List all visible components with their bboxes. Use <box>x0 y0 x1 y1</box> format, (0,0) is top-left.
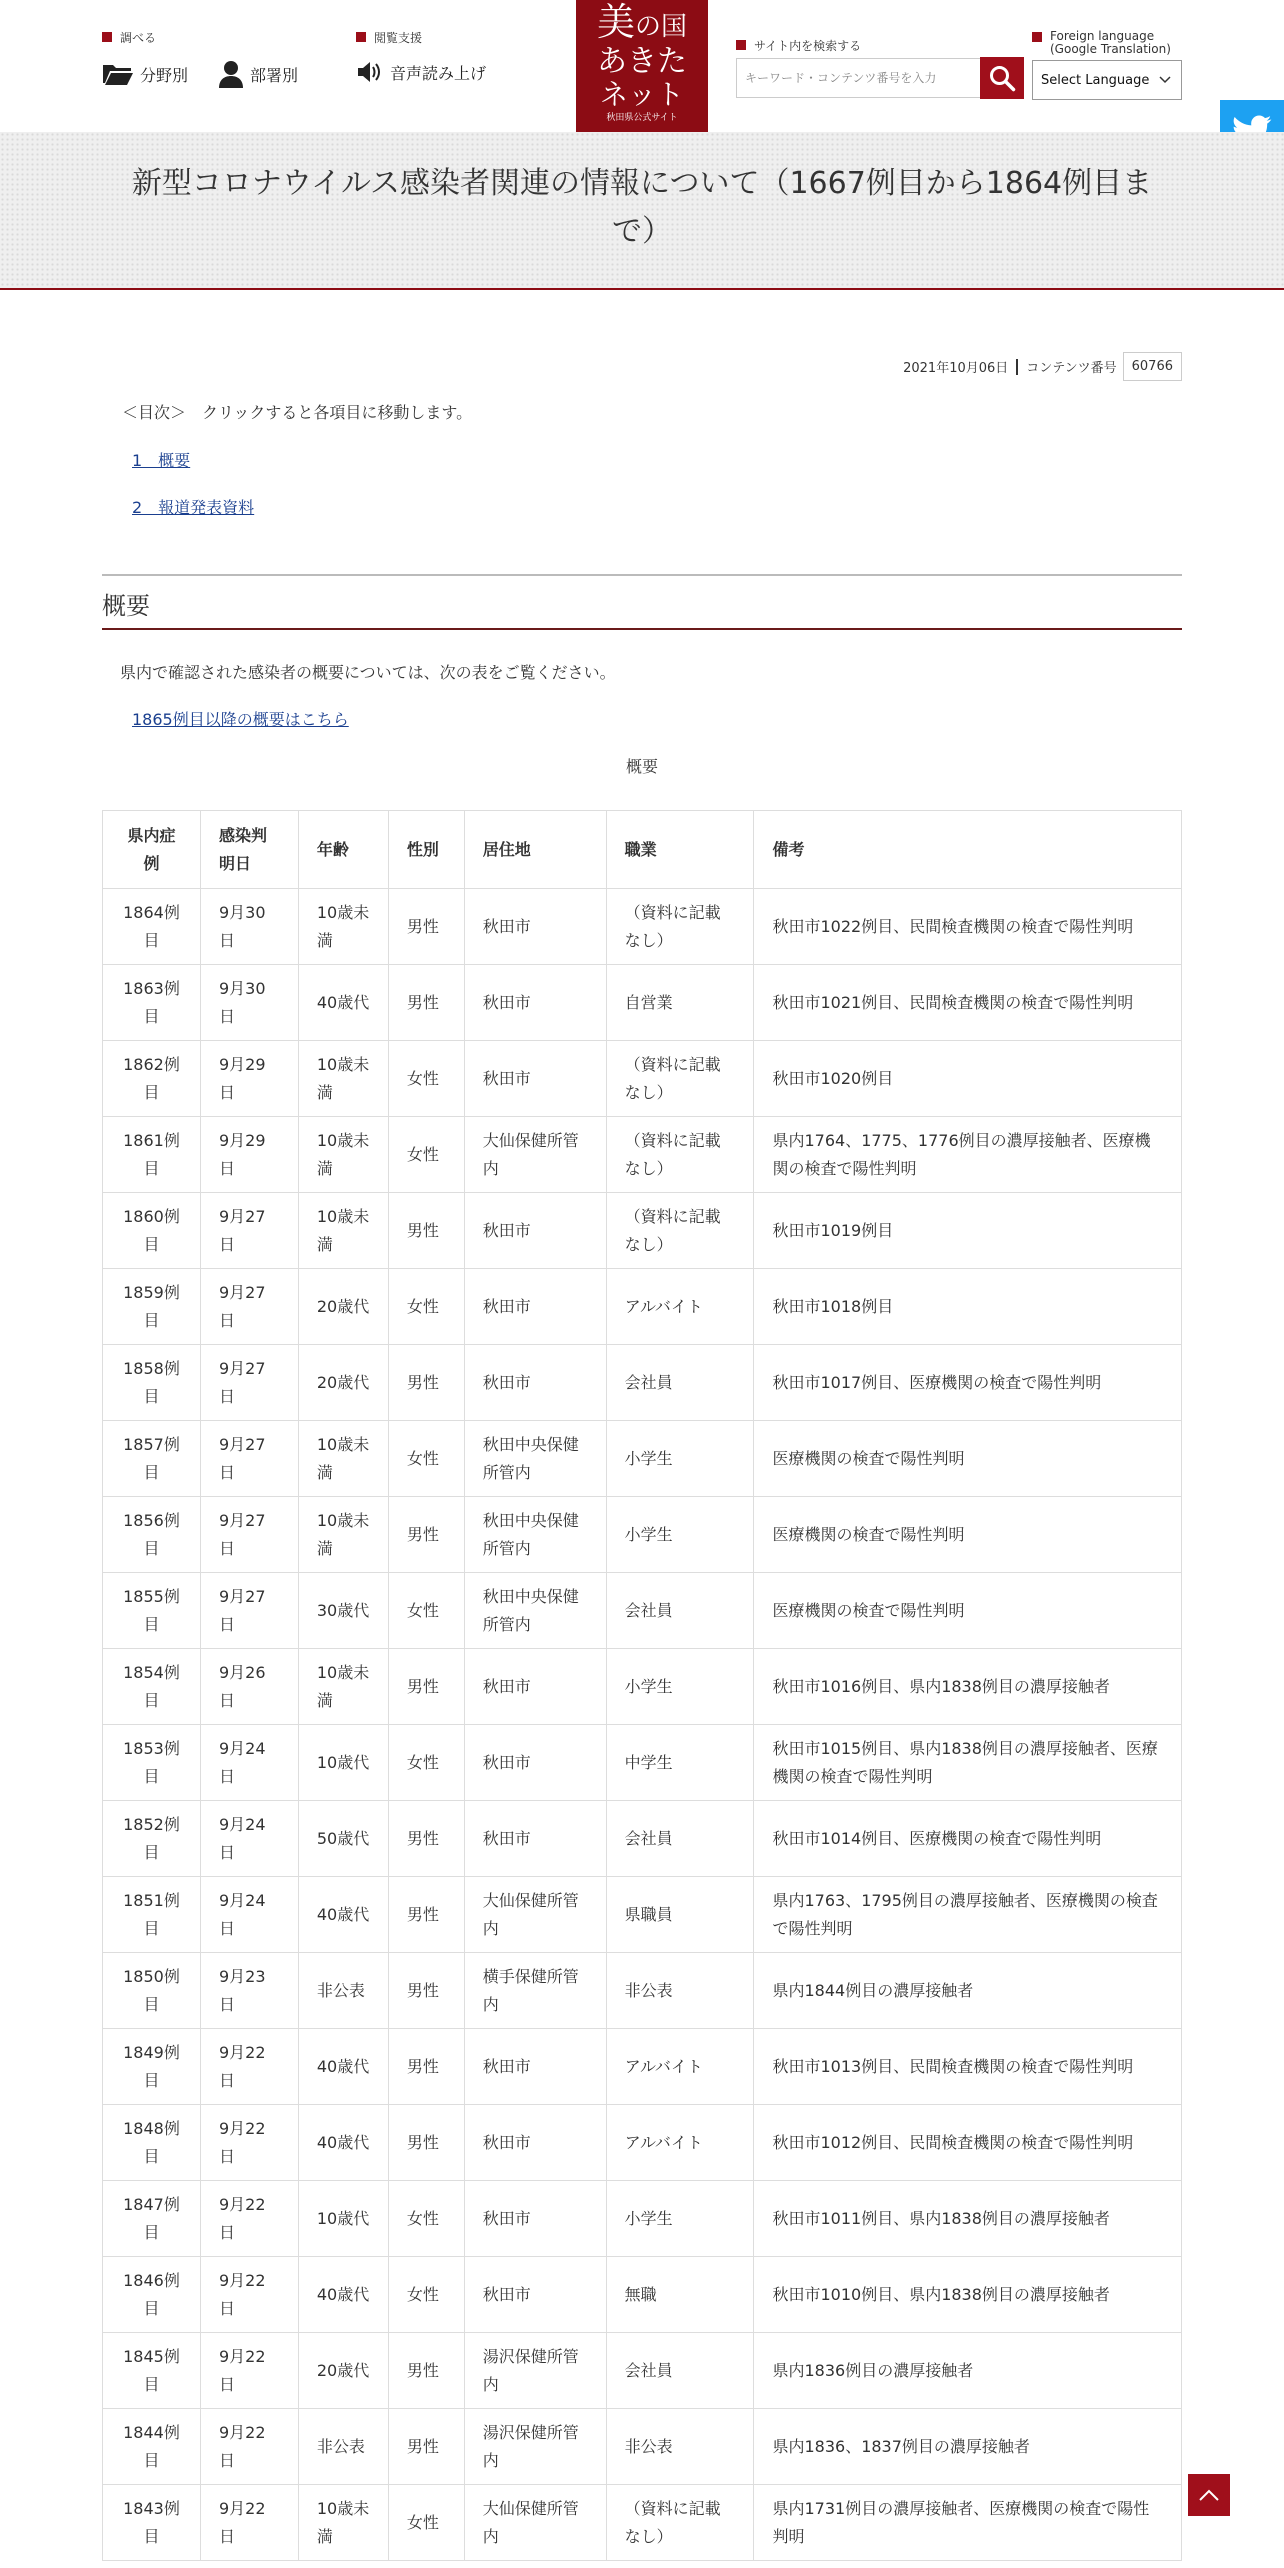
cell-date: 9月24日 <box>200 1801 298 1877</box>
cell-notes: 県内1836、1837例目の濃厚接触者 <box>754 2409 1182 2485</box>
cell-notes: 秋田市1012例目、民間検査機関の検査で陽性判明 <box>754 2105 1182 2181</box>
cell-age: 非公表 <box>298 2409 388 2485</box>
back-to-top-button[interactable] <box>1188 2474 1230 2516</box>
table-row <box>103 2181 1182 2257</box>
table-row <box>103 1193 1182 1269</box>
cell-date: 9月22日 <box>200 2485 298 2561</box>
cell-case: 1856例目 <box>103 1497 201 1573</box>
cell-occupation: 自営業 <box>606 965 754 1041</box>
cell-notes: 秋田市1014例目、医療機関の検査で陽性判明 <box>754 1801 1182 1877</box>
language-select[interactable] <box>1032 60 1182 100</box>
read-aloud-label: 音声読み上げ <box>390 63 487 83</box>
title-band <box>0 132 1284 290</box>
logo-text-net: ネット <box>599 78 684 111</box>
language-select-value: Select Language <box>1041 72 1150 88</box>
cell-sex: 男性 <box>388 1345 464 1421</box>
cell-case: 1857例目 <box>103 1421 201 1497</box>
cell-occupation: （資料に記載なし） <box>606 889 754 965</box>
logo-text-bi: 美 <box>596 0 635 44</box>
col-header-residence: 居住地 <box>464 811 606 889</box>
table-row <box>103 1345 1182 1421</box>
cell-notes: 医療機関の検査で陽性判明 <box>754 1497 1182 1573</box>
cell-residence: 秋田市 <box>464 2105 606 2181</box>
col-header-sex: 性別 <box>388 811 464 889</box>
cell-residence: 秋田市 <box>464 1649 606 1725</box>
col-header-case: 県内症例 <box>103 811 201 889</box>
table-row <box>103 2333 1182 2409</box>
table-row <box>103 1649 1182 1725</box>
cell-occupation: アルバイト <box>606 1269 754 1345</box>
lookup-group <box>102 28 328 88</box>
cell-case: 1858例目 <box>103 1345 201 1421</box>
cell-sex: 男性 <box>388 1801 464 1877</box>
cell-case: 1844例目 <box>103 2409 201 2485</box>
cell-notes: 秋田市1016例目、県内1838例目の濃厚接触者 <box>754 1649 1182 1725</box>
cell-case: 1851例目 <box>103 1877 201 1953</box>
cell-age: 10歳未満 <box>298 1193 388 1269</box>
cell-residence: 秋田市 <box>464 2181 606 2257</box>
cell-residence: 横手保健所管内 <box>464 1953 606 2029</box>
cell-date: 9月22日 <box>200 2105 298 2181</box>
by-department-label: 部署別 <box>250 65 299 85</box>
speaker-icon <box>356 60 384 84</box>
browsing-support-group <box>356 28 516 84</box>
cell-residence: 大仙保健所管内 <box>464 2485 606 2561</box>
cell-case: 1847例目 <box>103 2181 201 2257</box>
cell-residence: 秋田市 <box>464 889 606 965</box>
cell-case: 1849例目 <box>103 2029 201 2105</box>
cell-date: 9月27日 <box>200 1573 298 1649</box>
toc-link-overview[interactable]: 1 概要 <box>132 451 191 470</box>
table-row <box>103 1041 1182 1117</box>
section-heading: 概要 <box>102 592 150 620</box>
toc-intro: ＜目次＞ クリックすると各項目に移動します。 <box>122 403 473 422</box>
by-field-label: 分野別 <box>140 65 189 85</box>
cell-sex: 女性 <box>388 2181 464 2257</box>
cell-sex: 女性 <box>388 2257 464 2333</box>
folder-icon <box>102 62 134 86</box>
cell-occupation: 無職 <box>606 2257 754 2333</box>
cell-age: 10歳未満 <box>298 1497 388 1573</box>
cell-notes: 県内1836例目の濃厚接触者 <box>754 2333 1182 2409</box>
cell-case: 1846例目 <box>103 2257 201 2333</box>
cell-age: 20歳代 <box>298 1269 388 1345</box>
cell-date: 9月27日 <box>200 1345 298 1421</box>
search-button[interactable] <box>980 57 1024 99</box>
table-row <box>103 1497 1182 1573</box>
table-row <box>103 1421 1182 1497</box>
cell-case: 1843例目 <box>103 2485 201 2561</box>
cell-age: 10歳未満 <box>298 1041 388 1117</box>
site-header <box>0 0 1284 132</box>
cell-age: 10歳代 <box>298 1725 388 1801</box>
cell-residence: 秋田市 <box>464 2029 606 2105</box>
cell-residence: 秋田市 <box>464 1041 606 1117</box>
cell-case: 1853例目 <box>103 1725 201 1801</box>
later-cases-link[interactable]: 1865例目以降の概要はこちら <box>132 710 349 729</box>
cell-age: 30歳代 <box>298 1573 388 1649</box>
person-icon <box>218 60 244 88</box>
cell-occupation: （資料に記載なし） <box>606 2485 754 2561</box>
table-row <box>103 1801 1182 1877</box>
cell-age: 20歳代 <box>298 1345 388 1421</box>
table-row <box>103 1269 1182 1345</box>
cell-age: 非公表 <box>298 1953 388 2029</box>
cell-residence: 秋田市 <box>464 2257 606 2333</box>
lang-label-1: Foreign language <box>1050 29 1155 43</box>
cell-age: 10歳未満 <box>298 1649 388 1725</box>
cell-notes: 秋田市1018例目 <box>754 1269 1182 1345</box>
cell-residence: 秋田市 <box>464 1345 606 1421</box>
cell-case: 1863例目 <box>103 965 201 1041</box>
cell-notes: 県内1764、1775、1776例目の濃厚接触者、医療機関の検査で陽性判明 <box>754 1117 1182 1193</box>
toc-link-press-release[interactable]: 2 報道発表資料 <box>132 498 255 517</box>
cell-date: 9月24日 <box>200 1877 298 1953</box>
cell-occupation: 県職員 <box>606 1877 754 1953</box>
table-row <box>103 1877 1182 1953</box>
cell-occupation: （資料に記載なし） <box>606 1041 754 1117</box>
cell-sex: 女性 <box>388 1269 464 1345</box>
cell-case: 1861例目 <box>103 1117 201 1193</box>
browsing-support-label: 閲覧支援 <box>374 30 423 45</box>
cell-date: 9月27日 <box>200 1193 298 1269</box>
cell-notes: 県内1763、1795例目の濃厚接触者、医療機関の検査で陽性判明 <box>754 1877 1182 1953</box>
cell-occupation: アルバイト <box>606 2105 754 2181</box>
lang-label-2: (Google Translation) <box>1050 42 1171 56</box>
cell-case: 1859例目 <box>103 1269 201 1345</box>
cell-occupation: 会社員 <box>606 2333 754 2409</box>
col-header-notes: 備考 <box>754 811 1182 889</box>
cell-residence: 大仙保健所管内 <box>464 1877 606 1953</box>
by-department-button[interactable] <box>218 60 298 88</box>
cell-notes: 医療機関の検査で陽性判明 <box>754 1421 1182 1497</box>
table-row <box>103 1117 1182 1193</box>
cell-sex: 男性 <box>388 2105 464 2181</box>
cell-notes: 秋田市1021例目、民間検査機関の検査で陽性判明 <box>754 965 1182 1041</box>
cell-notes: 秋田市1015例目、県内1838例目の濃厚接触者、医療機関の検査で陽性判明 <box>754 1725 1182 1801</box>
search-icon <box>988 64 1016 92</box>
cell-date: 9月22日 <box>200 2333 298 2409</box>
cell-occupation: 小学生 <box>606 2181 754 2257</box>
section-lead: 県内で確認された感染者の概要については、次の表をご覧ください。 <box>120 663 616 682</box>
cell-case: 1854例目 <box>103 1649 201 1725</box>
cell-residence: 秋田中央保健所管内 <box>464 1573 606 1649</box>
cell-notes: 秋田市1013例目、民間検査機関の検査で陽性判明 <box>754 2029 1182 2105</box>
cell-residence: 秋田市 <box>464 965 606 1041</box>
cell-date: 9月27日 <box>200 1269 298 1345</box>
read-aloud-button[interactable] <box>356 60 486 84</box>
cell-sex: 男性 <box>388 1953 464 2029</box>
cell-notes: 県内1844例目の濃厚接触者 <box>754 1953 1182 2029</box>
cell-age: 40歳代 <box>298 2105 388 2181</box>
page-meta <box>903 352 1182 381</box>
cell-occupation: アルバイト <box>606 2029 754 2105</box>
cell-date: 9月30日 <box>200 889 298 965</box>
cell-sex: 男性 <box>388 1193 464 1269</box>
cell-sex: 男性 <box>388 2029 464 2105</box>
cell-case: 1860例目 <box>103 1193 201 1269</box>
cell-occupation: 小学生 <box>606 1497 754 1573</box>
cell-occupation: 会社員 <box>606 1345 754 1421</box>
cell-residence: 秋田市 <box>464 1269 606 1345</box>
cell-date: 9月27日 <box>200 1497 298 1573</box>
cell-age: 10歳未満 <box>298 2485 388 2561</box>
cell-residence: 秋田市 <box>464 1193 606 1269</box>
cell-age: 10歳代 <box>298 2181 388 2257</box>
cell-age: 40歳代 <box>298 1877 388 1953</box>
cell-date: 9月30日 <box>200 965 298 1041</box>
cell-date: 9月29日 <box>200 1041 298 1117</box>
cell-date: 9月22日 <box>200 2181 298 2257</box>
cell-occupation: 非公表 <box>606 1953 754 2029</box>
table-row <box>103 2029 1182 2105</box>
content-number: 60766 <box>1123 352 1182 381</box>
table-row <box>103 2485 1182 2561</box>
site-logo[interactable] <box>576 0 708 132</box>
table-row <box>103 1725 1182 1801</box>
cell-sex: 女性 <box>388 1041 464 1117</box>
cell-occupation: （資料に記載なし） <box>606 1193 754 1269</box>
cell-notes: 県内1731例目の濃厚接触者、医療機関の検査で陽性判明 <box>754 2485 1182 2561</box>
search-input[interactable] <box>736 58 980 98</box>
cell-occupation: （資料に記載なし） <box>606 1117 754 1193</box>
table-row <box>103 2409 1182 2485</box>
cell-case: 1862例目 <box>103 1041 201 1117</box>
cell-case: 1855例目 <box>103 1573 201 1649</box>
cell-date: 9月22日 <box>200 2409 298 2485</box>
page-title: 新型コロナウイルス感染者関連の情報について（1667例目から1864例目まで） <box>131 166 1153 249</box>
logo-subtitle: 秋田県公式サイト <box>606 113 678 123</box>
cell-residence: 秋田中央保健所管内 <box>464 1421 606 1497</box>
cell-residence: 秋田中央保健所管内 <box>464 1497 606 1573</box>
logo-text-akita: あきた <box>597 44 687 79</box>
cell-case: 1864例目 <box>103 889 201 965</box>
table-caption: 概要 <box>625 757 658 776</box>
cell-age: 40歳代 <box>298 2029 388 2105</box>
cell-residence: 秋田市 <box>464 1801 606 1877</box>
cell-age: 20歳代 <box>298 2333 388 2409</box>
cell-date: 9月23日 <box>200 1953 298 2029</box>
cell-occupation: 非公表 <box>606 2409 754 2485</box>
cell-notes: 秋田市1019例目 <box>754 1193 1182 1269</box>
cell-occupation: 小学生 <box>606 1649 754 1725</box>
cell-occupation: 中学生 <box>606 1725 754 1801</box>
cell-case: 1845例目 <box>103 2333 201 2409</box>
cell-age: 40歳代 <box>298 965 388 1041</box>
cell-date: 9月24日 <box>200 1725 298 1801</box>
cell-sex: 女性 <box>388 1421 464 1497</box>
cell-sex: 男性 <box>388 965 464 1041</box>
table-header-row <box>103 811 1182 889</box>
cell-date: 9月22日 <box>200 2257 298 2333</box>
cell-notes: 秋田市1017例目、医療機関の検査で陽性判明 <box>754 1345 1182 1421</box>
cell-sex: 男性 <box>388 889 464 965</box>
cell-notes: 秋田市1010例目、県内1838例目の濃厚接触者 <box>754 2257 1182 2333</box>
table-row <box>103 889 1182 965</box>
section-overview <box>102 574 1182 630</box>
chevron-up-icon <box>1198 2488 1220 2502</box>
cell-notes: 秋田市1011例目、県内1838例目の濃厚接触者 <box>754 2181 1182 2257</box>
cell-sex: 男性 <box>388 1649 464 1725</box>
cell-notes: 秋田市1020例目 <box>754 1041 1182 1117</box>
cell-residence: 湯沢保健所管内 <box>464 2333 606 2409</box>
col-header-date: 感染判明日 <box>200 811 298 889</box>
cell-age: 50歳代 <box>298 1801 388 1877</box>
site-search <box>736 36 1024 99</box>
chevron-down-icon <box>1159 76 1171 84</box>
cell-occupation: 小学生 <box>606 1421 754 1497</box>
logo-text-nokuni: の国 <box>635 12 688 42</box>
cell-age: 40歳代 <box>298 2257 388 2333</box>
cell-case: 1850例目 <box>103 1953 201 2029</box>
cell-sex: 男性 <box>388 2409 464 2485</box>
by-field-button[interactable] <box>102 60 188 88</box>
table-row <box>103 2257 1182 2333</box>
cell-sex: 男性 <box>388 1497 464 1573</box>
cell-notes: 秋田市1022例目、民間検査機関の検査で陽性判明 <box>754 889 1182 965</box>
cell-date: 9月29日 <box>200 1117 298 1193</box>
table-row <box>103 1953 1182 2029</box>
cell-sex: 女性 <box>388 1573 464 1649</box>
cell-sex: 女性 <box>388 1117 464 1193</box>
cell-notes: 医療機関の検査で陽性判明 <box>754 1573 1182 1649</box>
cell-age: 10歳未満 <box>298 1117 388 1193</box>
cell-sex: 女性 <box>388 2485 464 2561</box>
content-number-label: コンテンツ番号 <box>1026 361 1117 376</box>
cell-sex: 男性 <box>388 1877 464 1953</box>
cell-sex: 男性 <box>388 2333 464 2409</box>
table-row <box>103 1573 1182 1649</box>
cell-date: 9月27日 <box>200 1421 298 1497</box>
cell-age: 10歳未満 <box>298 1421 388 1497</box>
cell-residence: 秋田市 <box>464 1725 606 1801</box>
table-row <box>103 2105 1182 2181</box>
cell-case: 1848例目 <box>103 2105 201 2181</box>
cell-residence: 大仙保健所管内 <box>464 1117 606 1193</box>
updated-date: 2021年10月06日 <box>903 361 1009 376</box>
cell-date: 9月26日 <box>200 1649 298 1725</box>
search-label: サイト内を検索する <box>754 38 862 53</box>
table-row <box>103 965 1182 1041</box>
language-selector <box>1032 30 1182 100</box>
lookup-label: 調べる <box>120 30 157 45</box>
col-header-occupation: 職業 <box>606 811 754 889</box>
col-header-age: 年齢 <box>298 811 388 889</box>
cell-occupation: 会社員 <box>606 1573 754 1649</box>
cell-date: 9月22日 <box>200 2029 298 2105</box>
cell-occupation: 会社員 <box>606 1801 754 1877</box>
table-body <box>103 889 1182 2561</box>
cases-table <box>102 810 1182 2561</box>
cell-case: 1852例目 <box>103 1801 201 1877</box>
cell-residence: 湯沢保健所管内 <box>464 2409 606 2485</box>
cell-age: 10歳未満 <box>298 889 388 965</box>
cell-sex: 女性 <box>388 1725 464 1801</box>
